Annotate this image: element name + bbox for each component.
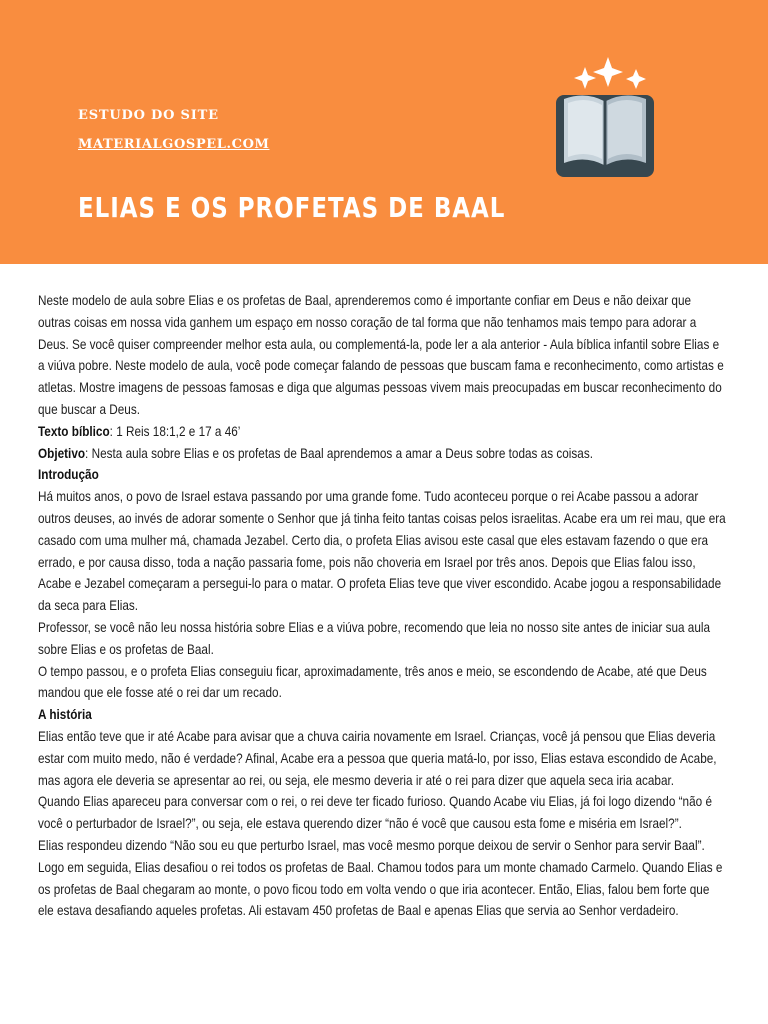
page-header [0,0,768,264]
sparkles-icon [574,57,646,89]
objetivo-label: Objetivo [38,444,86,461]
historia-paragraph-3: Elias respondeu dizendo “Não sou eu que perturbo Israel, mas você mesmo porque deixou de servir o Senhor para servir Baal”. Logo em seguida, Elias desafiou o rei todos os profetas de Baal. Chamou todos para um monte chamado Carmelo. Quando Elias e os profetas de Baal chegaram ao monte, o povo ficou todo em volta vendo o que iria acontecer. Então, Elias, falou bem forte que ele estava desafiando aqueles profetas. Ali estavam 450 profetas de Baal e apenas Elias que servia ao Senhor verdadeiro. [38,836,723,919]
objetivo-value: : Nesta aula sobre Elias e os profetas de Baal aprendemos a amar a Deus sobre todas as coisas. [85,444,593,461]
texto-biblico-label: Texto bíblico [38,422,110,439]
site-label: ESTUDO DO SITE [78,108,219,123]
texto-biblico-value: : 1 Reis 18:1,2 e 17 a 46’ [109,422,241,439]
open-bible-with-sparkles-icon [550,55,660,185]
introducao-paragraph-1: Há muitos anos, o povo de Israel estava passando por uma grande fome. Tudo aconteceu porque o rei Acabe passou a adorar outros deuses, ao invés de adorar somente o Senhor que já tinha feito tantas coisas pelos israelitas. Acabe era um rei mau, que era casado com uma mulher má, chamada Jezabel. Certo dia, o profeta Elias avisou este casal que eles estavam fazendo o que era errado, e por causa disso, toda a nação passaria fome, pois não choveria em Israel por três anos. Depois que Elias falou isso, Acabe e Jezabel começaram a persegui-lo para o matar. O profeta Elias teve que viver escondido. Acabe jogou a responsabilidade da seca para Elias. [38,488,726,614]
site-url-link[interactable]: MATERIALGOSPEL.COM [78,137,270,152]
historia-paragraph-1: Elias então teve que ir até Acabe para avisar que a chuva cairia novamente em Israel. Crianças, você já pensou que Elias deveria estar com muito medo, não é verdade? Afinal, Acabe era a pessoa que queria matá-lo, por isso, Elias estava escondido de Acabe, mas agora ele deveria se apresentar ao rei, ou seja, ele mesmo deveria ir até o rei para dizer que aquela seca iria acabar. [38,727,717,788]
historia-heading [38,704,727,726]
introducao-heading-text: Introdução [38,466,99,483]
historia-paragraph-2: Quando Elias apareceu para conversar com o rei, o rei deve ter ficado furioso. Quando Acabe viu Elias, já foi logo dizendo “não é você o perturbador de Israel?”, ou seja, ele estava querendo dizer “não é você que causou esta fome e miséria em Israel?”. [38,793,712,832]
page-title: ELIAS E OS PROFETAS DE BAAL [78,191,506,224]
historia-heading-text: A história [38,706,92,723]
introducao-heading [38,464,727,486]
introducao-paragraph-3: O tempo passou, e o profeta Elias conseguiu ficar, aproximadamente, três anos e meio, se escondendo de Acabe, até que Deus mandou que ele fosse até o rei dar um recado. [38,662,707,701]
lesson-content [38,290,727,922]
introducao-paragraph-2: Professor, se você não leu nossa história sobre Elias e a viúva pobre, recomendo que leia no nosso site antes de iniciar sua aula sobre Elias e os profetas de Baal. [38,618,711,657]
objetivo-line [38,443,727,465]
texto-biblico-line [38,421,727,443]
intro-paragraph: Neste modelo de aula sobre Elias e os profetas de Baal, aprenderemos como é importante confiar em Deus e não deixar que outras coisas em nossa vida ganhem um espaço em nosso coração de tal forma que não tenhamos mais tempo para adorar a Deus. Se você quiser compreender melhor esta aula, ou complementá-la, pode ler a ala anterior - Aula bíblica infantil sobre Elias e a viúva pobre. Neste modelo de aula, você pode começar falando de pessoas que buscam fama e reconhecimento, como artistas e atletas. Mostre imagens de pessoas famosas e diga que algumas pessoas vivem mais preocupadas em buscar reconhecimento do que buscar a Deus. [38,292,724,417]
